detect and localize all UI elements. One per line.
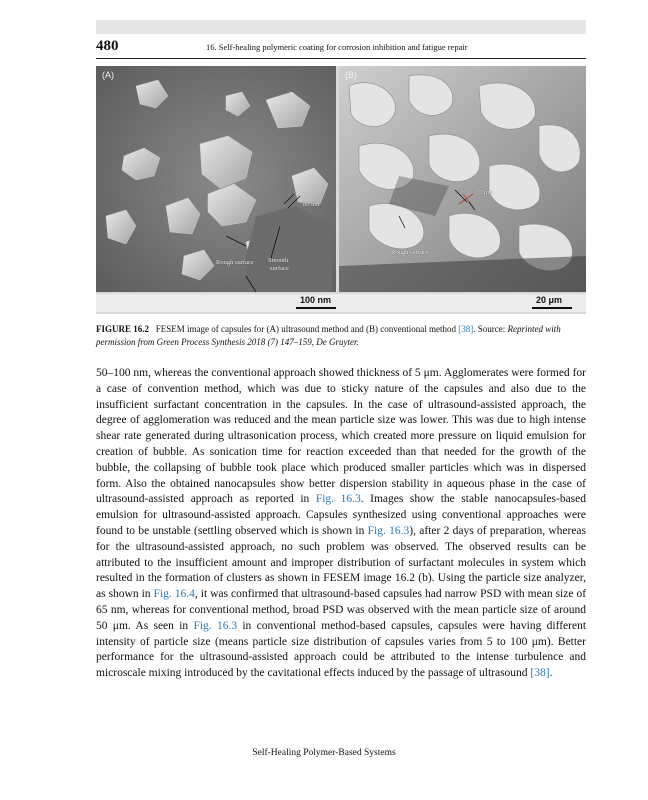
page-header	[96, 38, 586, 59]
panel-a-scale-label: 100 nm	[300, 295, 332, 305]
reference-38-link[interactable]: [38]	[530, 667, 550, 680]
body-text-2: . Images show the stable nanocapsules-based emulsion for ultrasound-assisted approach. Capsules synthesized using conventional approaches were found to be unstable (settling observed which is shown in	[96, 493, 586, 537]
panel-b-scale-label: 20 μm	[536, 295, 563, 305]
panel-b-image	[339, 66, 586, 292]
top-gray-bar	[96, 20, 586, 34]
panel-b-scale-bar	[532, 307, 572, 309]
figure-16-2	[96, 66, 586, 314]
panel-b-label: (B)	[345, 70, 357, 80]
fig-16-4-link[interactable]: Fig. 16.4	[153, 588, 195, 601]
panel-b-thickness-label: 5 μm	[479, 189, 493, 196]
page-number: 480	[96, 38, 119, 54]
body-text-3: ), after 2 days of preparation, whereas for the ultrasound-assisted approach, no such problem was observed. The observed results can be attributed to the insufficient amount and improper distribution of surfactant molecules in system which resulted in the formation of clusters as shown in FESEM image 16.2 (b). Using the particle size analyzer, as shown in	[96, 524, 587, 601]
panel-a-thickness-label: 80 nm	[303, 201, 320, 208]
fig-16-3-link[interactable]: Fig. 16.3	[193, 619, 238, 632]
body-text-4: , it was confirmed that ultrasound-based capsules had narrow PSD with mean size of 65 nm, whereas for conventional method, broad PSD was observed with the mean particle size of around 50 μm. As seen in	[96, 588, 587, 632]
body-text-1: 50–100 nm, whereas the conventional approach showed thickness of 5 μm. Agglomerates were formed for a case of convention method, which was due to sticky nature of the capsules and also due to the insufficient surfactant concentration in the capsules. In the case of ultrasound-assisted approach, the degree of agglomeration was reduced and the mean particle size was lower. This was due to high intense shear rate generated during ultrasonication process, which created more pressure on liquid emulsion for creation of bubble. As sonication time for reaction exceeded than that needed for the growth of the bubble, the collapsing of bubble took place which produced smaller particles which was in dispersed form. Also the obtained nanocapsules show better dispersion stability in aqueous phase in the case of ultrasound-assisted approach as reported in	[96, 367, 586, 506]
caption-source: Reprinted with permission from Green Process Synthesis 2018 (7) 147–159, De Gruyter.	[96, 324, 561, 347]
panel-a-rough-label: Rough surface	[216, 259, 254, 266]
fig-16-3-link[interactable]: Fig. 16.3	[315, 493, 361, 506]
panel-a-smooth-label-2: surface	[270, 265, 289, 272]
body-text-6: .	[549, 667, 553, 680]
panel-a-scale-bar	[296, 307, 336, 309]
fig-16-3-link[interactable]: Fig. 16.3	[367, 524, 410, 537]
body-paragraph	[96, 366, 586, 682]
panel-a-label: (A)	[102, 70, 114, 80]
running-title: 16. Self-healing polymeric coating for corrosion inhibition and fatigue repair	[206, 42, 468, 52]
page-footer: Self-Healing Polymer-Based Systems	[252, 748, 396, 758]
panel-a-smooth-label-1: Smooth	[268, 257, 289, 264]
caption-text: FESEM image of capsules for (A) ultrasound method and (B) conventional method	[155, 324, 456, 334]
caption-source-label: . Source:	[473, 324, 506, 334]
figure-caption	[96, 323, 586, 349]
caption-label: FIGURE 16.2	[96, 324, 150, 334]
body-text-5: in conventional method-based capsules, capsules were having different intensity of particle size (means particle size distribution of capsules varies from 5 to 100 μm). Better performance for the ultrasound-assisted approach could be attributed to the intense turbulence and microscale mixing introduced by the cavitational effects induced by the passage of ultrasound	[96, 619, 587, 680]
scale-bar-strip	[96, 294, 586, 312]
panel-b-micrograph	[339, 66, 586, 292]
panel-b-rough-label: Rough surface	[391, 249, 429, 256]
caption-ref-link[interactable]: [38]	[458, 324, 474, 334]
panel-a-image	[96, 66, 336, 292]
